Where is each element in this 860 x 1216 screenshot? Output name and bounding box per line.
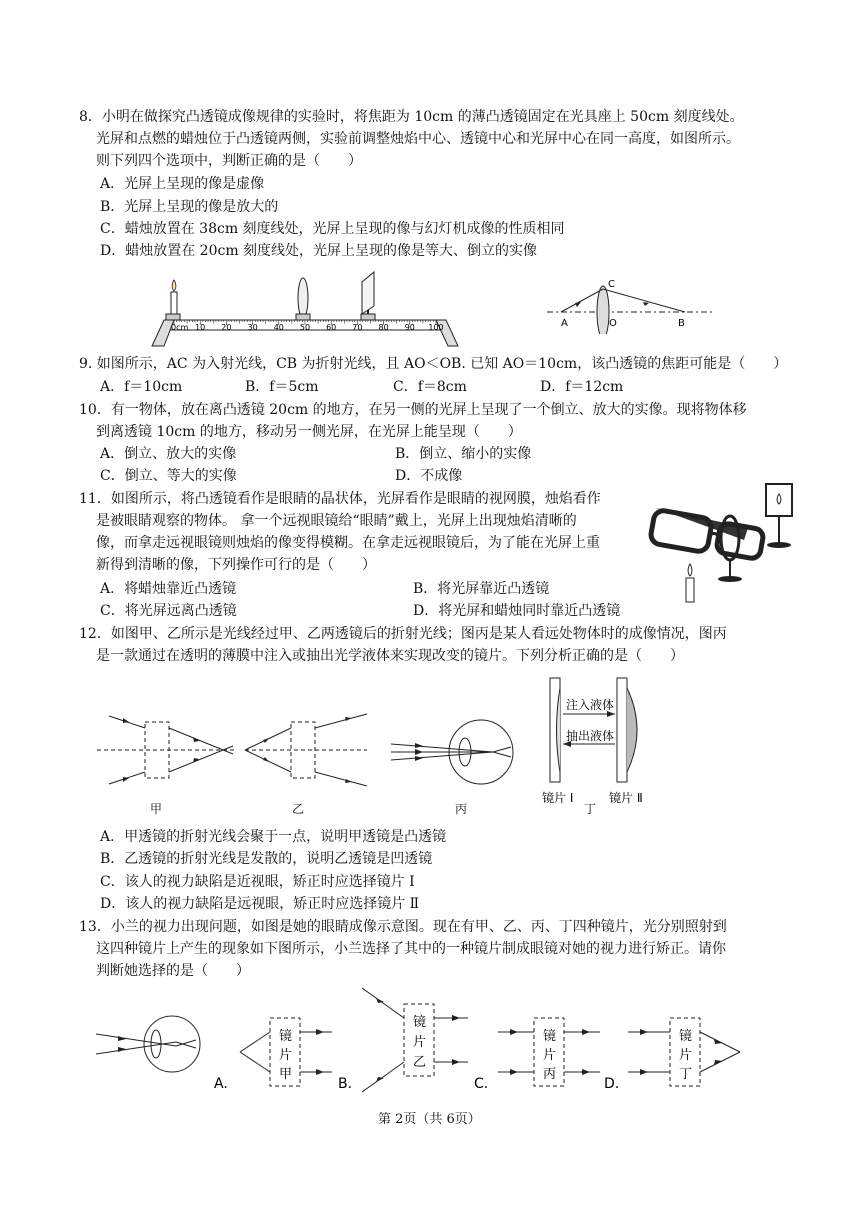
- lens-jia-char-3: 甲: [279, 1067, 293, 1082]
- q13-stem-line-2: 这四种镜片上产生的现象如下图所示，小兰选择了其中的一种镜片制成眼镜对她的视力进行矫正。请你: [96, 941, 726, 957]
- q10-stem-line-1: 10．有一物体，放在离凸透镜 20cm 的地方，在另一侧的光屏上呈现了一个倒立、放大的实像。现将物体移: [79, 402, 747, 418]
- point-b-label: B: [678, 318, 685, 329]
- ruler-tick-label: 90: [404, 323, 415, 332]
- page-number-footer: 第 2页（共 6页）: [378, 1112, 481, 1127]
- q8-option-c: C．蜡烛放置在 38cm 刻度线处，光屏上呈现的像与幻灯机成像的性质相同: [100, 221, 565, 237]
- lens-bing-char-1: 镜: [543, 1029, 557, 1044]
- q8-option-a: A．光屏上呈现的像是虚像: [100, 176, 265, 192]
- ruler-tick-label: 100: [428, 323, 444, 332]
- lens-yi-char-2: 片: [413, 1035, 427, 1050]
- figure-label-bing: 丙: [455, 802, 468, 816]
- q8-option-b: B．光屏上呈现的像是放大的: [100, 199, 279, 215]
- q11-option-c: C．将光屏远离凸透镜: [100, 603, 237, 619]
- q12-stem-line-1: 12．如图甲、乙所示是光线经过甲、乙两透镜后的折射光线；图丙是某人看远处物体时的成像情况，图丙: [79, 626, 727, 642]
- q12-option-c: C．该人的视力缺陷是近视眼，矫正时应选择镜片 Ⅰ: [100, 874, 415, 890]
- q8-stem-line-1: 8．小明在做探究凸透镜成像规律的实验时，将焦距为 10cm 的薄凸透镜固定在光具座上 50cm 刻度线处。: [79, 109, 744, 125]
- point-o-label: O: [609, 318, 617, 329]
- ruler-tick-label: 0cm: [171, 323, 189, 332]
- q9-option-d: D．f＝12cm: [540, 379, 624, 395]
- ruler-tick-label: 60: [326, 323, 337, 332]
- figure-label-ding: 丁: [584, 802, 597, 816]
- q11-stem-line-1: 11．如图所示，将凸透镜看作是眼睛的晶状体，光屏看作是眼睛的视网膜，烛焰看作: [79, 491, 601, 507]
- ruler-tick-label: 20: [221, 323, 232, 332]
- lens-ding-char-3: 丁: [679, 1067, 693, 1082]
- ruler-tick-label: 80: [378, 323, 389, 332]
- q12-figures: [95, 672, 665, 822]
- lens-bing-char-2: 片: [543, 1048, 557, 1063]
- candle-icon: [686, 564, 694, 602]
- q13-stem-line-3: 判断她选择的是（ ）: [96, 963, 250, 979]
- lens-2-label: 镜片 Ⅱ: [609, 791, 643, 805]
- lens-yi-char-1: 镜: [413, 1015, 427, 1030]
- q13-option-b-letter: B.: [338, 1076, 353, 1092]
- glasses-experiment-figure: [648, 478, 808, 608]
- q8-option-d: D．蜡烛放置在 20cm 刻度线处，光屏上呈现的像是等大、倒立的实像: [100, 243, 538, 259]
- lens-jia-char-2: 片: [279, 1048, 293, 1063]
- optical-bench-figure: [150, 268, 460, 348]
- ruler-tick-label: 40: [273, 323, 284, 332]
- q11-option-d: D．将光屏和蜡烛同时靠近凸透镜: [413, 603, 621, 619]
- figure-label-jia: 甲: [150, 802, 163, 816]
- q13-option-c-letter: C.: [474, 1076, 489, 1092]
- lens-1-label: 镜片 Ⅰ: [542, 791, 574, 805]
- ruler-tick-label: 50: [299, 323, 311, 332]
- lens-ding-char-1: 镜: [679, 1029, 693, 1044]
- eye-diagram-icon: [96, 1016, 200, 1072]
- q12-option-b: B．乙透镜的折射光线是发散的，说明乙透镜是凹透镜: [100, 851, 433, 867]
- q13-option-a-letter: A.: [214, 1076, 228, 1092]
- figure-bing-eye-icon: [391, 720, 513, 784]
- lens-ray-figure: [545, 272, 715, 334]
- convex-lens-icon: [597, 286, 609, 334]
- q12-stem-line-2: 是一款通过在透明的薄膜中注入或抽出光学液体来实现改变的镜片。下列分析正确的是（ ）: [96, 648, 684, 664]
- q11-stem-line-4: 新得到清晰的像，下列操作可行的是（ ）: [96, 557, 376, 573]
- glasses-icon: [649, 508, 764, 560]
- inject-liquid-label: 注入液体: [566, 698, 615, 712]
- q13-option-d-letter: D.: [604, 1076, 620, 1092]
- q8-stem-line-3: 则下列四个选项中，判断正确的是（ ）: [96, 153, 362, 169]
- q9-option-a: A．f＝10cm: [100, 379, 183, 395]
- ruler-tick-label: 30: [247, 323, 258, 332]
- q12-option-a: A．甲透镜的折射光线会聚于一点，说明甲透镜是凸透镜: [100, 829, 447, 845]
- q11-stem-line-3: 像，而拿走远视眼镜则烛焰的像变得模糊。在拿走远视眼镜后，为了能在光屏上重: [96, 535, 600, 551]
- q10-option-c: C．倒立、等大的实像: [100, 468, 237, 484]
- ruler-tick-label: 10: [195, 323, 206, 332]
- q10-stem-line-2: 到离透镜 10cm 的地方，移动另一侧光屏，在光屏上能呈现（ ）: [96, 424, 522, 440]
- light-screen-icon: [766, 484, 792, 548]
- light-screen-icon: [362, 272, 374, 320]
- q11-option-b: B．将光屏靠近凸透镜: [413, 581, 550, 597]
- q9-option-b: B．f＝5cm: [245, 379, 319, 395]
- figure-jia-lens-box: [97, 716, 235, 784]
- extract-liquid-label: 抽出液体: [566, 729, 615, 743]
- q9-stem: 9. 如图所示，AC 为入射光线，CB 为折射光线，且 AO＜OB. 已知 AO＝10cm，该凸透镜的焦距可能是（ ）: [79, 356, 788, 372]
- q12-option-d: D．该人的视力缺陷是远视眼，矫正时应选择镜片 Ⅱ: [100, 896, 420, 912]
- q10-option-d: D．不成像: [395, 468, 463, 484]
- q10-option-a: A．倒立、放大的实像: [100, 446, 237, 462]
- lens-yi-char-3: 乙: [413, 1055, 427, 1070]
- q9-option-c: C．f＝8cm: [393, 379, 467, 395]
- q11-stem-line-2: 是被眼睛观察的物体。 拿一个远视眼镜给“眼睛”戴上，光屏上出现烛焰清晰的: [96, 513, 577, 529]
- ruler-tick-label: 70: [352, 323, 363, 332]
- lens-jia-char-1: 镜: [279, 1029, 293, 1044]
- q10-option-b: B．倒立、缩小的实像: [395, 446, 532, 462]
- figure-yi-lens-box: [245, 714, 367, 786]
- lens-ding-char-2: 片: [679, 1048, 693, 1063]
- q13-stem-line-1: 13．小兰的视力出现问题，如图是她的眼睛成像示意图。现在有甲、乙、丙、丁四种镜片，光分别照射到: [79, 919, 727, 935]
- point-c-label: C: [608, 279, 615, 290]
- figure-label-yi: 乙: [292, 802, 305, 816]
- q8-stem-line-2: 光屏和点燃的蜡烛位于凸透镜两侧，实验前调整烛焰中心、透镜中心和光屏中心在同一高度，如图所示。: [96, 131, 740, 147]
- q11-option-a: A．将蜡烛靠近凸透镜: [100, 581, 237, 597]
- q13-figures: [92, 984, 772, 1094]
- lens-bing-char-3: 丙: [543, 1067, 557, 1082]
- point-a-label: A: [561, 318, 568, 329]
